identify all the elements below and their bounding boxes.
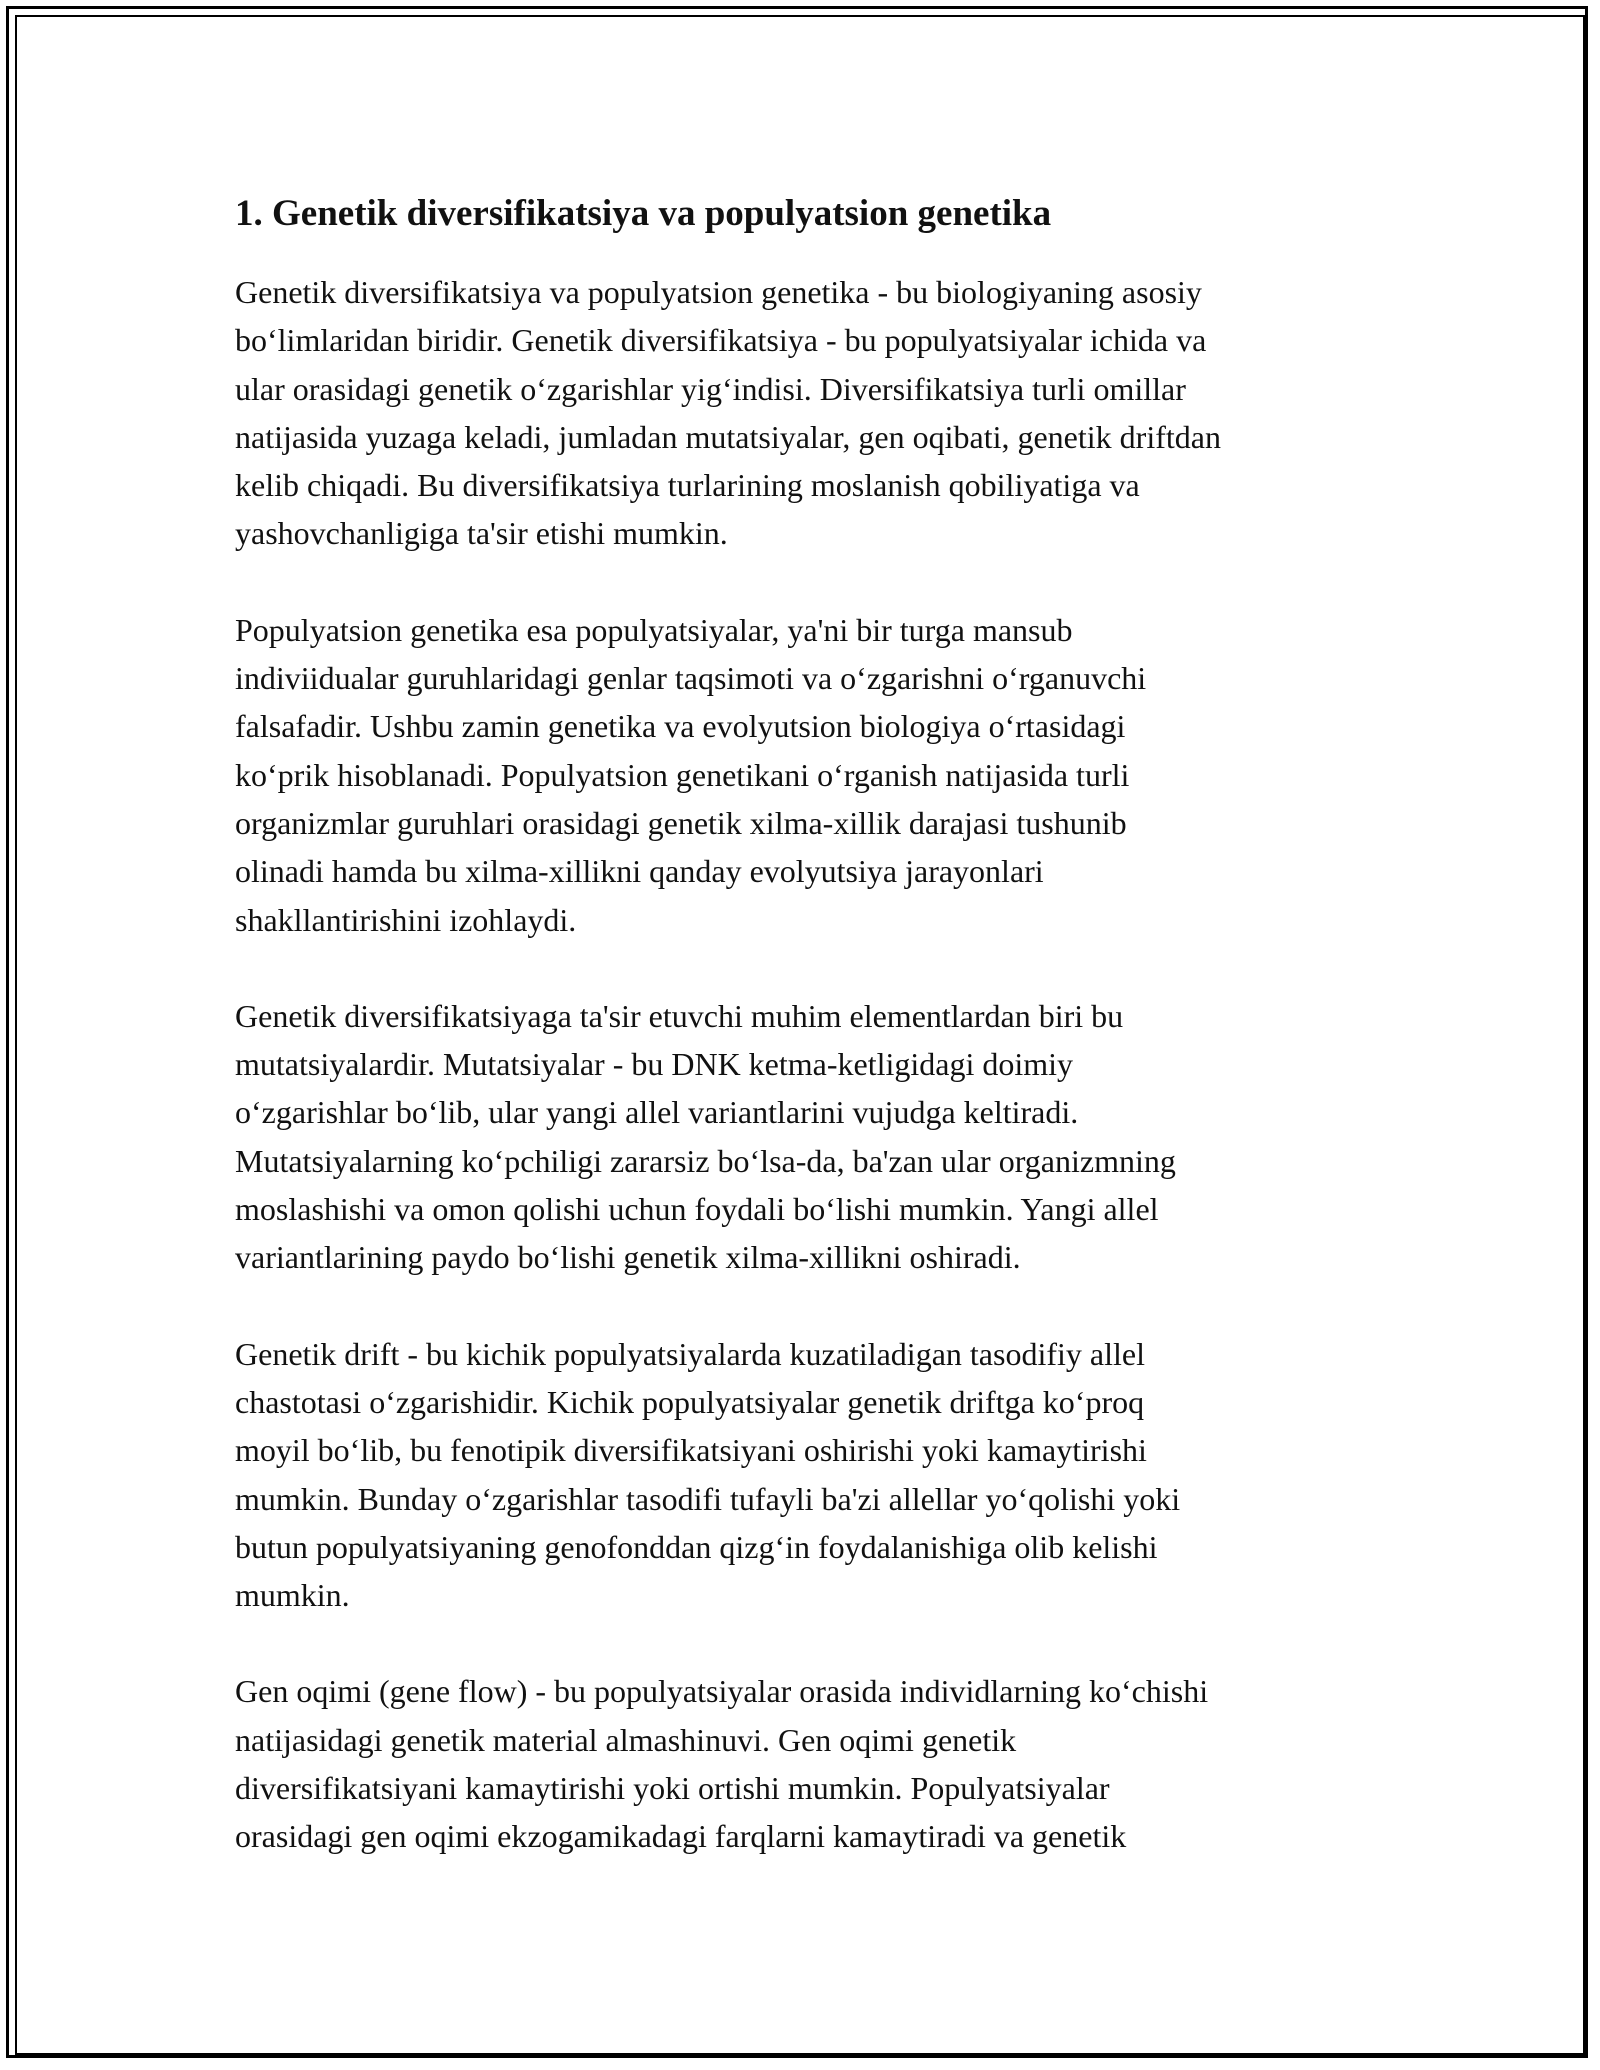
text-line: indiviidualar guruhlaridagi genlar taqsimoti va o‘zgarishni o‘rganuvchi <box>235 660 1147 697</box>
text-line: diversifikatsiyani kamaytirishi yoki ortishi mumkin. Populyatsiyalar <box>235 1770 1110 1807</box>
text-line: mumkin. Bunday o‘zgarishlar tasodifi tufayli ba'zi allellar yo‘qolishi yoki <box>235 1480 1181 1517</box>
text-line: moyil bo‘lib, bu fenotipik diversifikatsiyani oshirishi yoki kamaytirishi <box>235 1432 1147 1469</box>
text-line: chastotasi o‘zgarishidir. Kichik populyatsiyalar genetik driftga ko‘proq <box>235 1383 1145 1420</box>
text-line: kelib chiqadi. Bu diversifikatsiya turlarining moslanish qobiliyatiga va <box>235 467 1140 504</box>
section-heading: 1. Genetik diversifikatsiya va populyatsion genetika <box>235 193 1052 234</box>
paragraph-population-genetics <box>235 606 1375 944</box>
text-line: olinadi hamda bu xilma-xillikni qanday evolyutsiya jarayonlari <box>235 853 1044 890</box>
text-line: Gen oqimi (gene flow) - bu populyatsiyalar orasida individlarning ko‘chishi <box>235 1673 1209 1710</box>
text-line: natijasida yuzaga keladi, jumladan mutatsiyalar, gen oqibati, genetik driftdan <box>235 418 1221 455</box>
text-line: moslashishi va omon qolishi uchun foydali bo‘lishi mumkin. Yangi allel <box>235 1191 1159 1228</box>
text-line: mutatsiyalardir. Mutatsiyalar - bu DNK ketma-ketligidagi doimiy <box>235 1046 1074 1083</box>
text-line: butun populyatsiyaning genofonddan qizg‘in foydalanishiga olib kelishi <box>235 1528 1158 1565</box>
text-line: bo‘limlaridan biridir. Genetik diversifikatsiya - bu populyatsiyalar ichida va <box>235 322 1207 359</box>
text-line: mumkin. <box>235 1577 350 1614</box>
text-line: Genetik diversifikatsiya va populyatsion genetika - bu biologiyaning asosiy <box>235 274 1202 310</box>
text-line: natijasidagi genetik material almashinuvi. Gen oqimi genetik <box>235 1721 1017 1758</box>
paragraph-mutations <box>235 992 1375 1282</box>
text-line: organizmlar guruhlari orasidagi genetik xilma-xillik darajasi tushunib <box>235 804 1127 841</box>
text-line: falsafadir. Ushbu zamin genetika va evolyutsion biologiya o‘rtasidagi <box>235 708 1126 745</box>
text-line: yashovchanligiga ta'sir etishi mumkin. <box>235 515 728 552</box>
paragraph-gene-flow <box>235 1667 1375 1860</box>
text-line: shakllantirishini izohlaydi. <box>235 901 577 938</box>
text-line: ko‘prik hisoblanadi. Populyatsion genetikani o‘rganish natijasida turli <box>235 756 1130 793</box>
text-line: ular orasidagi genetik o‘zgarishlar yig‘indisi. Diversifikatsiya turli omillar <box>235 370 1186 407</box>
text-line: orasidagi gen oqimi ekzogamikadagi farqlarni kamaytiradi va genetik <box>235 1818 1127 1855</box>
text-line: Populyatsion genetika esa populyatsiyalar, ya'ni bir turga mansub <box>235 611 1073 648</box>
document-body <box>235 182 1375 1909</box>
text-line: variantlarining paydo bo‘lishi genetik xilma-xillikni oshiradi. <box>235 1239 1021 1276</box>
paragraph-genetic-diversification <box>235 268 1375 558</box>
paragraph-genetic-drift <box>235 1330 1375 1620</box>
text-line: Mutatsiyalarning ko‘pchiligi zararsiz bo‘lsa-da, ba'zan ular organizmning <box>235 1142 1176 1179</box>
text-line: Genetik drift - bu kichik populyatsiyalarda kuzatiladigan tasodifiy allel <box>235 1335 1145 1372</box>
text-line: Genetik diversifikatsiyaga ta'sir etuvchi muhim elementlardan biri bu <box>235 997 1124 1034</box>
text-line: o‘zgarishlar bo‘lib, ular yangi allel variantlarini vujudga keltiradi. <box>235 1094 1079 1131</box>
